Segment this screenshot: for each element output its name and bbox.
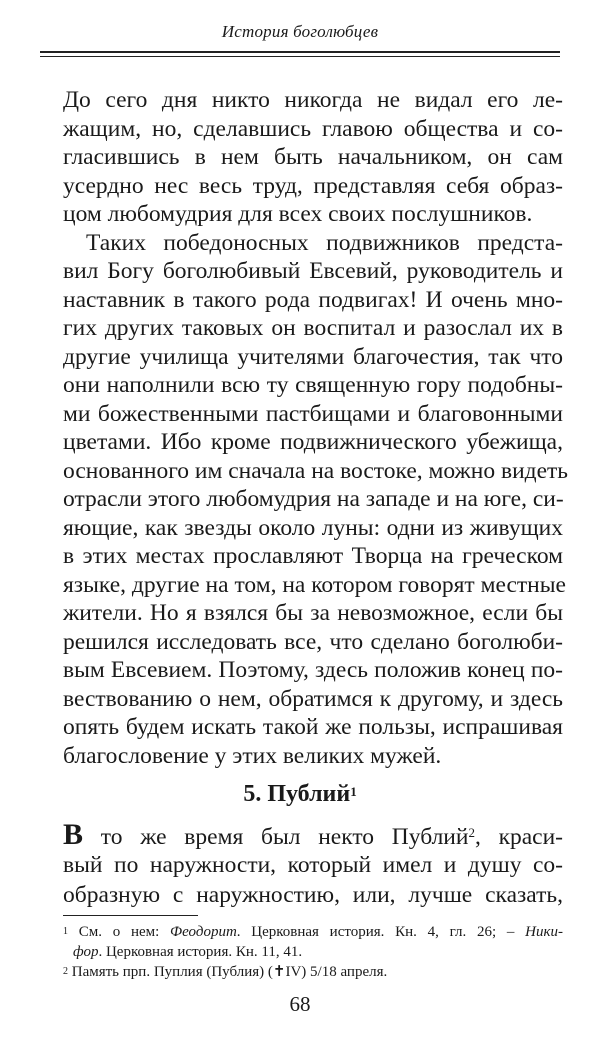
footnote-mark: 1 <box>63 926 68 937</box>
body-line: отрасли этого любомудрия на западе и на юге, си- <box>63 486 564 512</box>
drop-cap: В <box>63 818 84 851</box>
body-line: жащим, но, сделавшись главою общества и со- <box>63 115 563 142</box>
footnote-1 <box>63 922 563 942</box>
section-text: то же время был некто Публий <box>83 824 469 850</box>
body-line: в этих местах прославляют Творца на греческом <box>63 543 563 569</box>
footnote-ref: 2 <box>468 825 475 840</box>
body-line: опять будем искать такой же пользы, испрашивая <box>63 714 563 740</box>
body-line: цветами. Ибо кроме подвижнического убежища, <box>63 429 563 455</box>
body-line: вествованию о нем, обратимся к другому, и здесь <box>63 685 563 712</box>
section-text: , краси- <box>474 824 563 850</box>
footnote-text: . Церковная история. Кн. 11, 41. <box>98 944 303 960</box>
footnote-mark: 2 <box>63 966 68 977</box>
body-line: ми божественными пастбищами и благовонными <box>63 400 563 427</box>
footnote-text: Память прп. Пуплия (Публия) (✝IV) 5/18 апреля. <box>68 964 388 980</box>
body-line: решился исследовать все, что сделано боголюби- <box>63 628 563 655</box>
footnote-1-cont <box>73 942 563 962</box>
footnote-text: См. о нем: <box>68 924 171 940</box>
body-line: усердно нес весь труд, представляя себя образ- <box>63 172 563 199</box>
body-line: благословение у этих великих мужей. <box>63 742 442 769</box>
body-line: Таких победоносных подвижников предста- <box>86 229 563 256</box>
body-line: жители. Но я взялся бы за невозможное, если бы <box>63 600 563 626</box>
section-line: образную с наружностию, или, лучше сказать, <box>63 882 563 908</box>
footnote-ref: 1 <box>350 784 357 799</box>
body-line: яющие, как звезды около луны: одни из живущих <box>63 514 563 541</box>
page-number: 68 <box>289 992 311 1016</box>
footnote-2 <box>63 962 563 982</box>
header-rule-thin <box>40 56 560 57</box>
body-line: наставник в такого рода подвигах! И очень мно- <box>63 286 563 313</box>
body-line: гласившись в нем быть начальником, он сам <box>63 144 563 170</box>
footnote-author: фор <box>73 944 99 960</box>
footnote-rule <box>63 915 198 916</box>
body-line: другие училища учителями благочестия, так что <box>63 343 563 370</box>
body-line: основанного им сначала на востоке, можно видеть <box>63 457 569 484</box>
running-head: История боголюбцев <box>221 22 379 41</box>
footnote-text: . Церковная история. Кн. 4, гл. 26; – <box>236 924 526 940</box>
section-title <box>40 779 560 809</box>
body-line: они наполнили всю ту священную гору подобны- <box>63 372 563 398</box>
body-line: языке, другие на том, на котором говорят местные <box>63 571 566 598</box>
footnote-author: Ники- <box>525 924 563 940</box>
body-line: цом любомудрия для всех своих послушников. <box>63 201 533 227</box>
body-line: До сего дня никто никогда не видал его ле- <box>63 87 563 113</box>
section-line: вый по наружности, который имел и душу со- <box>63 852 563 878</box>
header-rule-thick <box>40 51 560 53</box>
section-title-text: 5. Публий <box>243 781 351 807</box>
body-line: вым Евсевием. Поэтому, здесь положив конец по- <box>63 657 563 683</box>
body-line: гих других таковых он воспитал и разослал их в <box>63 315 563 341</box>
section-line <box>63 820 563 850</box>
body-line: вил Богу боголюбивый Евсевий, руководитель и <box>63 258 563 284</box>
footnote-author: Феодорит <box>170 924 237 940</box>
